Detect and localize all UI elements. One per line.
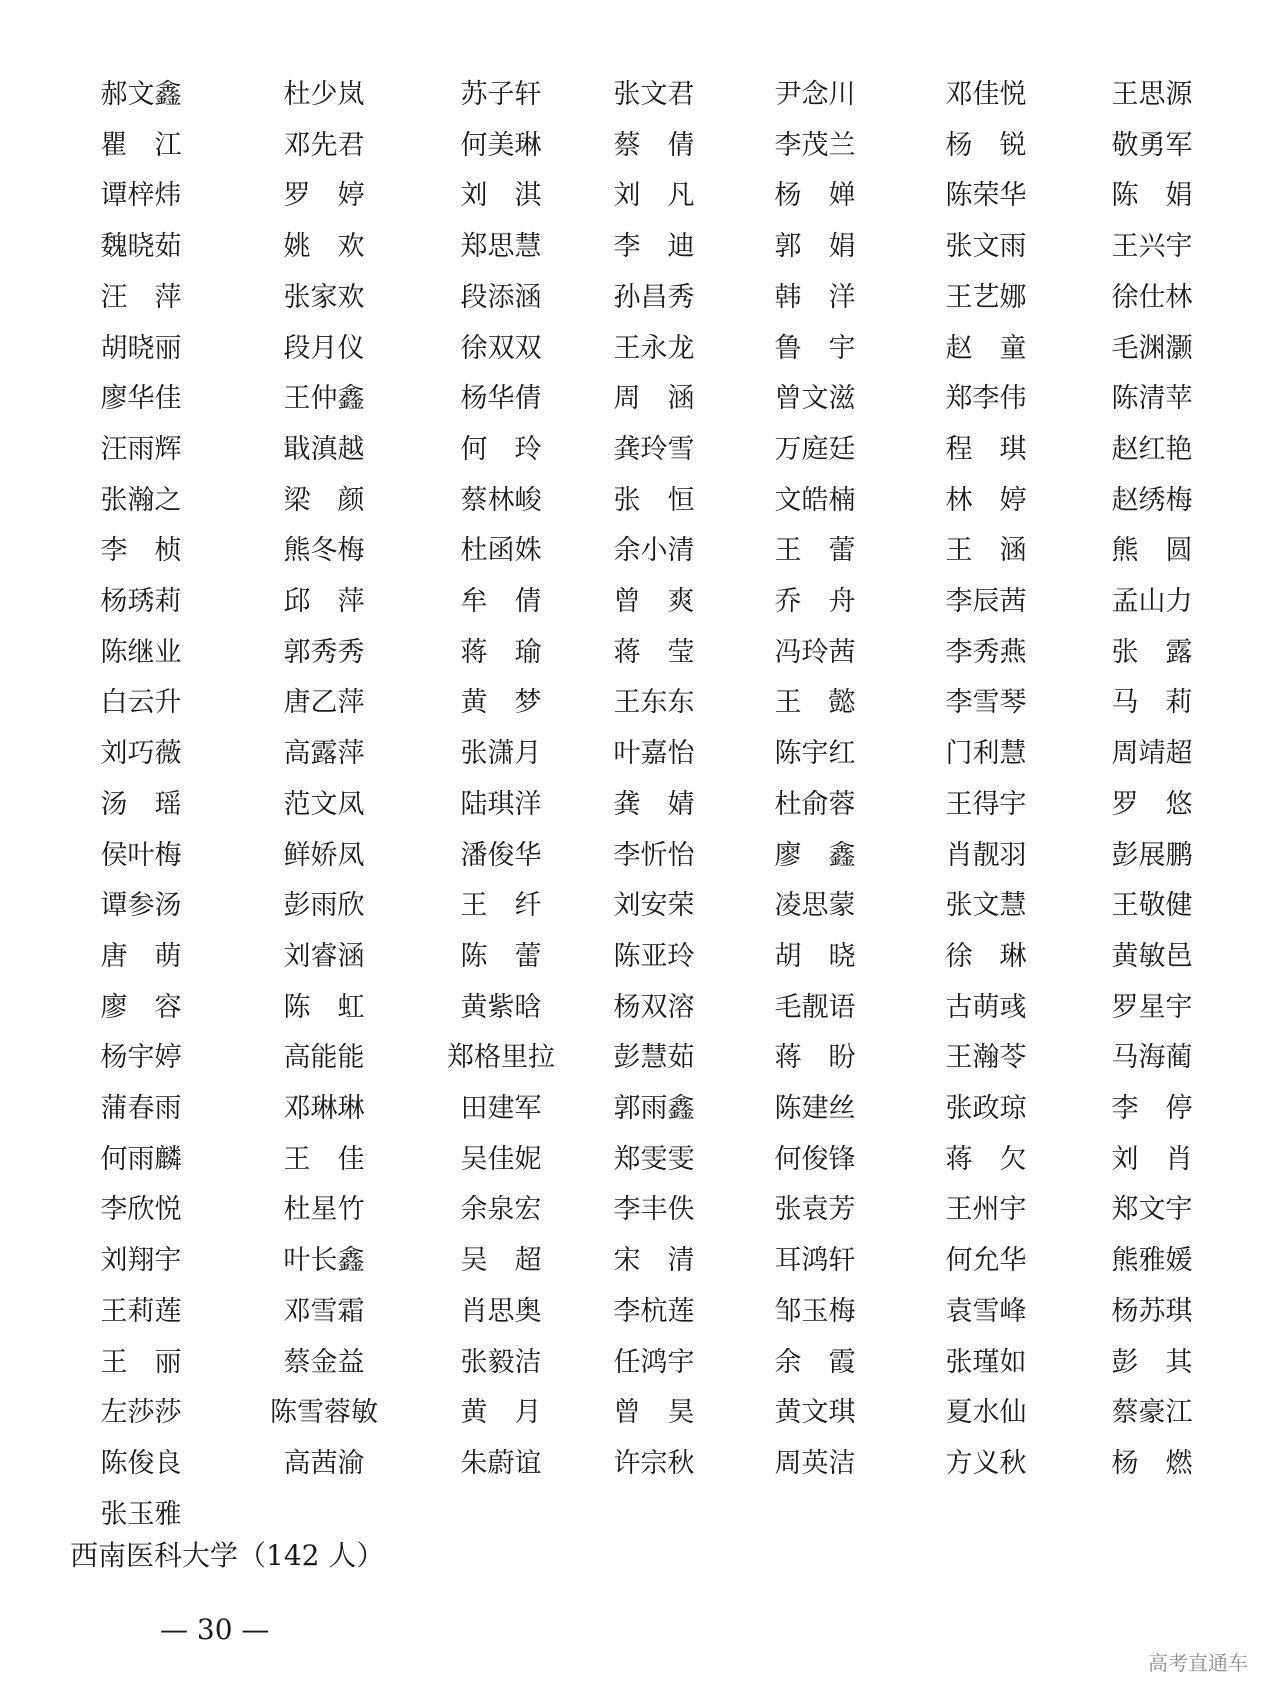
name-row <box>0 1388 1280 1438</box>
name-entry: 刘安荣 <box>613 890 695 922</box>
name-entry: 郭雨鑫 <box>613 1093 695 1124</box>
name-entry: 王 蕾 <box>774 535 856 567</box>
name-row <box>0 729 1280 779</box>
name-entry: 蔡金益 <box>283 1346 365 1378</box>
name-entry: 王兴宇 <box>1111 231 1193 263</box>
name-row <box>0 1185 1280 1235</box>
name-row <box>0 222 1280 272</box>
name-entry: 许宗秋 <box>613 1447 695 1479</box>
name-entry: 高能能 <box>283 1042 365 1074</box>
name-entry: 谭参汤 <box>100 890 182 922</box>
name-row <box>0 374 1280 424</box>
name-row <box>0 932 1280 982</box>
name-entry: 程 琪 <box>945 433 1027 465</box>
name-row <box>0 678 1280 728</box>
name-entry: 吴 超 <box>460 1245 542 1277</box>
name-entry: 张玉雅 <box>100 1498 182 1530</box>
name-entry: 陈继业 <box>100 636 182 668</box>
name-entry: 李丰佚 <box>613 1194 695 1226</box>
name-entry: 段月仪 <box>283 332 365 364</box>
name-entry: 刘 肖 <box>1111 1143 1193 1175</box>
name-row <box>0 1287 1280 1337</box>
name-entry: 文皓楠 <box>774 484 856 516</box>
name-entry: 王 佳 <box>283 1143 365 1175</box>
name-entry: 鲁 宇 <box>774 332 856 364</box>
name-entry: 杨琇莉 <box>100 586 182 617</box>
name-entry: 杜函姝 <box>460 535 542 567</box>
name-entry: 彭 其 <box>1111 1346 1193 1378</box>
name-entry: 门利慧 <box>945 738 1027 770</box>
name-entry: 鲜娇凤 <box>283 839 365 871</box>
name-entry: 王 懿 <box>774 687 856 719</box>
name-entry: 耳鸿轩 <box>774 1245 856 1277</box>
name-entry: 张 露 <box>1111 636 1193 668</box>
name-entry: 张毅洁 <box>460 1346 542 1378</box>
name-entry: 白云升 <box>100 687 182 719</box>
name-entry: 余泉宏 <box>460 1194 542 1226</box>
name-entry: 熊 圆 <box>1111 535 1193 567</box>
name-entry: 杨 锐 <box>945 129 1027 161</box>
name-entry: 杨 婵 <box>774 180 856 212</box>
name-entry: 杜星竹 <box>283 1194 365 1226</box>
name-entry: 林 婷 <box>945 484 1027 516</box>
name-row <box>0 1338 1280 1388</box>
name-entry: 余小清 <box>613 535 695 567</box>
name-entry: 蒋 盼 <box>774 1042 856 1074</box>
name-entry: 罗 悠 <box>1111 788 1193 820</box>
name-entry: 刘 淇 <box>460 180 542 212</box>
name-entry: 张文慧 <box>945 890 1027 922</box>
name-entry: 龚玲雪 <box>613 433 695 465</box>
name-entry: 胡晓丽 <box>100 332 182 364</box>
name-entry: 余 霞 <box>774 1346 856 1378</box>
name-entry: 毛渊灏 <box>1111 332 1193 364</box>
name-entry: 魏晓茹 <box>100 231 182 263</box>
name-entry: 郭 娟 <box>774 231 856 263</box>
name-entry: 曾文滋 <box>774 383 856 415</box>
name-entry: 王 纤 <box>460 890 542 922</box>
name-entry: 杨华倩 <box>460 383 542 415</box>
name-entry: 杜少岚 <box>283 79 365 110</box>
name-entry: 徐双双 <box>460 332 542 364</box>
name-entry: 何允华 <box>945 1245 1027 1277</box>
name-entry: 陈 虹 <box>283 991 365 1023</box>
name-entry: 周英洁 <box>774 1447 856 1479</box>
name-entry: 苏子轩 <box>460 79 542 110</box>
name-row <box>0 1439 1280 1489</box>
name-entry: 梁 颜 <box>283 484 365 516</box>
name-entry: 黄 月 <box>460 1397 542 1429</box>
name-entry: 曾 爽 <box>613 586 695 617</box>
name-row <box>0 273 1280 323</box>
name-entry: 乔 舟 <box>774 586 856 617</box>
name-entry: 杨苏琪 <box>1111 1295 1193 1327</box>
name-entry: 张瀚之 <box>100 484 182 516</box>
name-entry: 何 玲 <box>460 433 542 465</box>
name-entry: 张文君 <box>613 79 695 110</box>
name-entry: 周 涵 <box>613 383 695 415</box>
name-entry: 邓先君 <box>283 129 365 161</box>
name-entry: 郑李伟 <box>945 383 1027 415</box>
name-row <box>0 70 1280 120</box>
name-row <box>0 577 1280 627</box>
name-entry: 何俊锋 <box>774 1143 856 1175</box>
page-number: — 30 — <box>160 1613 270 1646</box>
name-entry: 任鸿宇 <box>613 1346 695 1378</box>
name-entry: 赵红艳 <box>1111 433 1193 465</box>
name-entry: 郑雯雯 <box>613 1143 695 1175</box>
name-row <box>0 831 1280 881</box>
name-entry: 李 桢 <box>100 535 182 567</box>
name-entry: 蔡林峻 <box>460 484 542 516</box>
name-entry: 冯玲茜 <box>774 636 856 668</box>
name-entry: 龚 婧 <box>613 788 695 820</box>
name-row <box>0 425 1280 475</box>
name-entry: 张瑾如 <box>945 1346 1027 1378</box>
name-row <box>0 1490 1280 1540</box>
name-entry: 李忻怡 <box>613 839 695 871</box>
name-entry: 段添涵 <box>460 281 542 313</box>
name-entry: 王永龙 <box>613 332 695 364</box>
name-entry: 王仲鑫 <box>283 383 365 415</box>
name-row <box>0 324 1280 374</box>
name-entry: 郑格里拉 <box>447 1042 555 1074</box>
watermark: 高考直通车 <box>1148 1651 1248 1675</box>
name-entry: 朱蔚谊 <box>460 1447 542 1479</box>
name-entry: 王得宇 <box>945 788 1027 820</box>
name-entry: 叶长鑫 <box>283 1245 365 1277</box>
name-entry: 侯叶梅 <box>100 839 182 871</box>
name-entry: 王思源 <box>1111 79 1193 110</box>
name-entry: 刘睿涵 <box>283 940 365 972</box>
name-entry: 王莉莲 <box>100 1295 182 1327</box>
name-entry: 凌思蒙 <box>774 890 856 922</box>
name-entry: 李杭莲 <box>613 1295 695 1327</box>
name-entry: 杜俞蓉 <box>774 788 856 820</box>
name-entry: 牟 倩 <box>460 586 542 617</box>
name-entry: 彭展鹏 <box>1111 839 1193 871</box>
name-entry: 王州宇 <box>945 1194 1027 1226</box>
name-entry: 蔡 倩 <box>613 129 695 161</box>
name-entry: 李秀燕 <box>945 636 1027 668</box>
name-entry: 赵绣梅 <box>1111 484 1193 516</box>
name-row <box>0 983 1280 1033</box>
name-row <box>0 628 1280 678</box>
name-entry: 蒲春雨 <box>100 1093 182 1124</box>
name-entry: 邹玉梅 <box>774 1295 856 1327</box>
name-entry: 黄文琪 <box>774 1397 856 1429</box>
name-entry: 杨宇婷 <box>100 1042 182 1074</box>
name-entry: 张文雨 <box>945 231 1027 263</box>
name-entry: 汪 萍 <box>100 281 182 313</box>
name-entry: 王东东 <box>613 687 695 719</box>
name-row <box>0 1236 1280 1286</box>
name-entry: 李辰茜 <box>945 586 1027 617</box>
name-entry: 王瀚苓 <box>945 1042 1027 1074</box>
name-entry: 何美琳 <box>460 129 542 161</box>
name-entry: 何雨麟 <box>100 1143 182 1175</box>
name-entry: 徐仕林 <box>1111 281 1193 313</box>
name-entry: 肖思奥 <box>460 1295 542 1327</box>
name-entry: 孟山力 <box>1111 586 1193 617</box>
name-entry: 敬勇军 <box>1111 129 1193 161</box>
name-entry: 陆琪洋 <box>460 788 542 820</box>
name-entry: 陈 娟 <box>1111 180 1193 212</box>
name-entry: 袁雪峰 <box>945 1295 1027 1327</box>
name-entry: 方义秋 <box>945 1447 1027 1479</box>
name-entry: 古萌彧 <box>945 991 1027 1023</box>
name-entry: 姚 欢 <box>283 231 365 263</box>
name-entry: 肖靓羽 <box>945 839 1027 871</box>
name-entry: 陈清苹 <box>1111 383 1193 415</box>
name-entry: 黄敏邑 <box>1111 940 1193 972</box>
name-entry: 高露萍 <box>283 738 365 770</box>
name-entry: 宋 清 <box>613 1245 695 1277</box>
name-entry: 廖华佳 <box>100 383 182 415</box>
name-entry: 陈 蕾 <box>460 940 542 972</box>
name-entry: 张 恒 <box>613 484 695 516</box>
name-entry: 黄紫晗 <box>460 991 542 1023</box>
name-entry: 张家欢 <box>283 281 365 313</box>
name-entry: 黄 梦 <box>460 687 542 719</box>
name-entry: 吴佳妮 <box>460 1143 542 1175</box>
name-entry: 唐 萌 <box>100 940 182 972</box>
name-entry: 廖 鑫 <box>774 839 856 871</box>
name-entry: 潘俊华 <box>460 839 542 871</box>
name-entry: 郑思慧 <box>460 231 542 263</box>
name-entry: 尹念川 <box>774 79 856 110</box>
name-row <box>0 780 1280 830</box>
name-entry: 刘巧薇 <box>100 738 182 770</box>
name-entry: 叶嘉怡 <box>613 738 695 770</box>
name-entry: 陈宇红 <box>774 738 856 770</box>
name-entry: 唐乙萍 <box>283 687 365 719</box>
name-entry: 汪雨辉 <box>100 433 182 465</box>
name-entry: 周靖超 <box>1111 738 1193 770</box>
name-entry: 赵 童 <box>945 332 1027 364</box>
name-entry: 徐 琳 <box>945 940 1027 972</box>
name-entry: 彭慧茹 <box>613 1042 695 1074</box>
name-entry: 邓琳琳 <box>283 1093 365 1124</box>
name-row <box>0 1135 1280 1185</box>
name-entry: 蒋 瑜 <box>460 636 542 668</box>
name-entry: 廖 容 <box>100 991 182 1023</box>
name-entry: 李 迪 <box>613 231 695 263</box>
name-entry: 彭雨欣 <box>283 890 365 922</box>
name-entry: 王敬健 <box>1111 890 1193 922</box>
name-entry: 张政琼 <box>945 1093 1027 1124</box>
name-entry: 孙昌秀 <box>613 281 695 313</box>
name-entry: 邓雪霜 <box>283 1295 365 1327</box>
name-entry: 杨 燃 <box>1111 1447 1193 1479</box>
name-entry: 曾 昊 <box>613 1397 695 1429</box>
name-row <box>0 1084 1280 1134</box>
name-entry: 万庭廷 <box>774 433 856 465</box>
name-entry: 刘翔宇 <box>100 1245 182 1277</box>
name-entry: 马海蔺 <box>1111 1042 1193 1074</box>
name-entry: 高茜渝 <box>283 1447 365 1479</box>
name-entry: 蒋 莹 <box>613 636 695 668</box>
name-entry: 谭梓炜 <box>100 180 182 212</box>
name-entry: 郝文鑫 <box>100 79 182 110</box>
name-entry: 罗星宇 <box>1111 991 1193 1023</box>
name-entry: 瞿 江 <box>100 129 182 161</box>
name-entry: 陈雪蓉敏 <box>270 1397 378 1429</box>
name-entry: 郭秀秀 <box>283 636 365 668</box>
name-entry: 汤 瑶 <box>100 788 182 820</box>
name-entry: 王 涵 <box>945 535 1027 567</box>
name-entry: 张袁芳 <box>774 1194 856 1226</box>
name-entry: 杨双溶 <box>613 991 695 1023</box>
name-entry: 邱 萍 <box>283 586 365 617</box>
name-entry: 韩 洋 <box>774 281 856 313</box>
name-entry: 戢滇越 <box>283 433 365 465</box>
name-entry: 范文凤 <box>283 788 365 820</box>
name-entry: 夏水仙 <box>945 1397 1027 1429</box>
name-row <box>0 121 1280 171</box>
name-entry: 张潇月 <box>460 738 542 770</box>
name-entry: 郑文宇 <box>1111 1194 1193 1226</box>
name-row <box>0 171 1280 221</box>
name-entry: 马 莉 <box>1111 687 1193 719</box>
name-entry: 陈亚玲 <box>613 940 695 972</box>
name-entry: 田建军 <box>460 1093 542 1124</box>
name-entry: 蔡豪江 <box>1111 1397 1193 1429</box>
name-entry: 陈建丝 <box>774 1093 856 1124</box>
name-entry: 李 停 <box>1111 1093 1193 1124</box>
name-entry: 毛靓语 <box>774 991 856 1023</box>
name-entry: 李茂兰 <box>774 129 856 161</box>
name-entry: 李欣悦 <box>100 1194 182 1226</box>
name-entry: 王 丽 <box>100 1346 182 1378</box>
name-entry: 陈荣华 <box>945 180 1027 212</box>
name-entry: 熊雅媛 <box>1111 1245 1193 1277</box>
name-entry: 罗 婷 <box>283 180 365 212</box>
name-entry: 左莎莎 <box>100 1397 182 1429</box>
name-entry: 刘 凡 <box>613 180 695 212</box>
name-row <box>0 881 1280 931</box>
name-entry: 蒋 欠 <box>945 1143 1027 1175</box>
name-row <box>0 476 1280 526</box>
name-entry: 王艺娜 <box>945 281 1027 313</box>
section-title: 西南医科大学（142 人） <box>70 1539 385 1572</box>
name-entry: 胡 晓 <box>774 940 856 972</box>
name-entry: 李雪琴 <box>945 687 1027 719</box>
name-row <box>0 526 1280 576</box>
name-entry: 熊冬梅 <box>283 535 365 567</box>
name-entry: 邓佳悦 <box>945 79 1027 110</box>
name-row <box>0 1033 1280 1083</box>
name-entry: 陈俊良 <box>100 1447 182 1479</box>
